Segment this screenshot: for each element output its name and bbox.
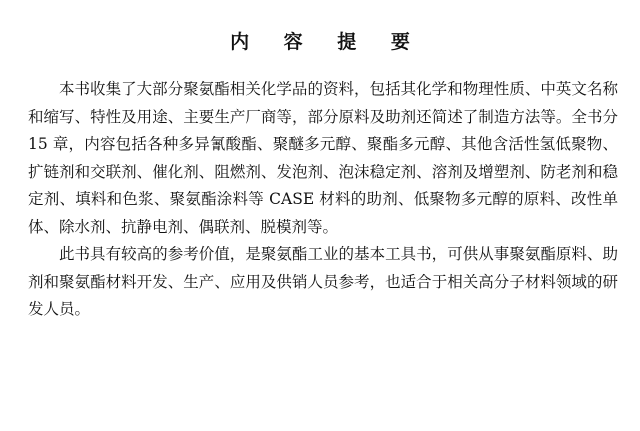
summary-paragraph-2: 此书具有较高的参考价值，是聚氨酯工业的基本工具书，可供从事聚氨酯原料、助剂和聚氨酯材料开发、生产、应用及供销人员参考，也适合于相关高分子材料领域的研发人员。 <box>28 245 618 318</box>
page-title: 内 容 提 要 <box>230 31 424 53</box>
summary-body <box>28 76 618 324</box>
summary-paragraph-1: 本书收集了大部分聚氨酯相关化学品的资料，包括其化学和物理性质、中英文名称和缩写、特性及用途、主要生产厂商等，部分原料及助剂还简述了制造方法等。全书分 15 章，内容包括各种多异氰酸酯、聚醚多元醇、聚酯多元醇、其他含活性氢低聚物、扩链剂和交联剂、催化剂、阻燃剂、发泡剂、泡沫稳定剂、溶剂及增塑剂、防老剂和稳定剂、填料和色浆、聚氨酯涂料等 CASE 材料的助剂、低聚物多元醇的原料、改性单体、除水剂、抗静电剂、偶联剂、脱模剂等。 <box>28 80 618 236</box>
